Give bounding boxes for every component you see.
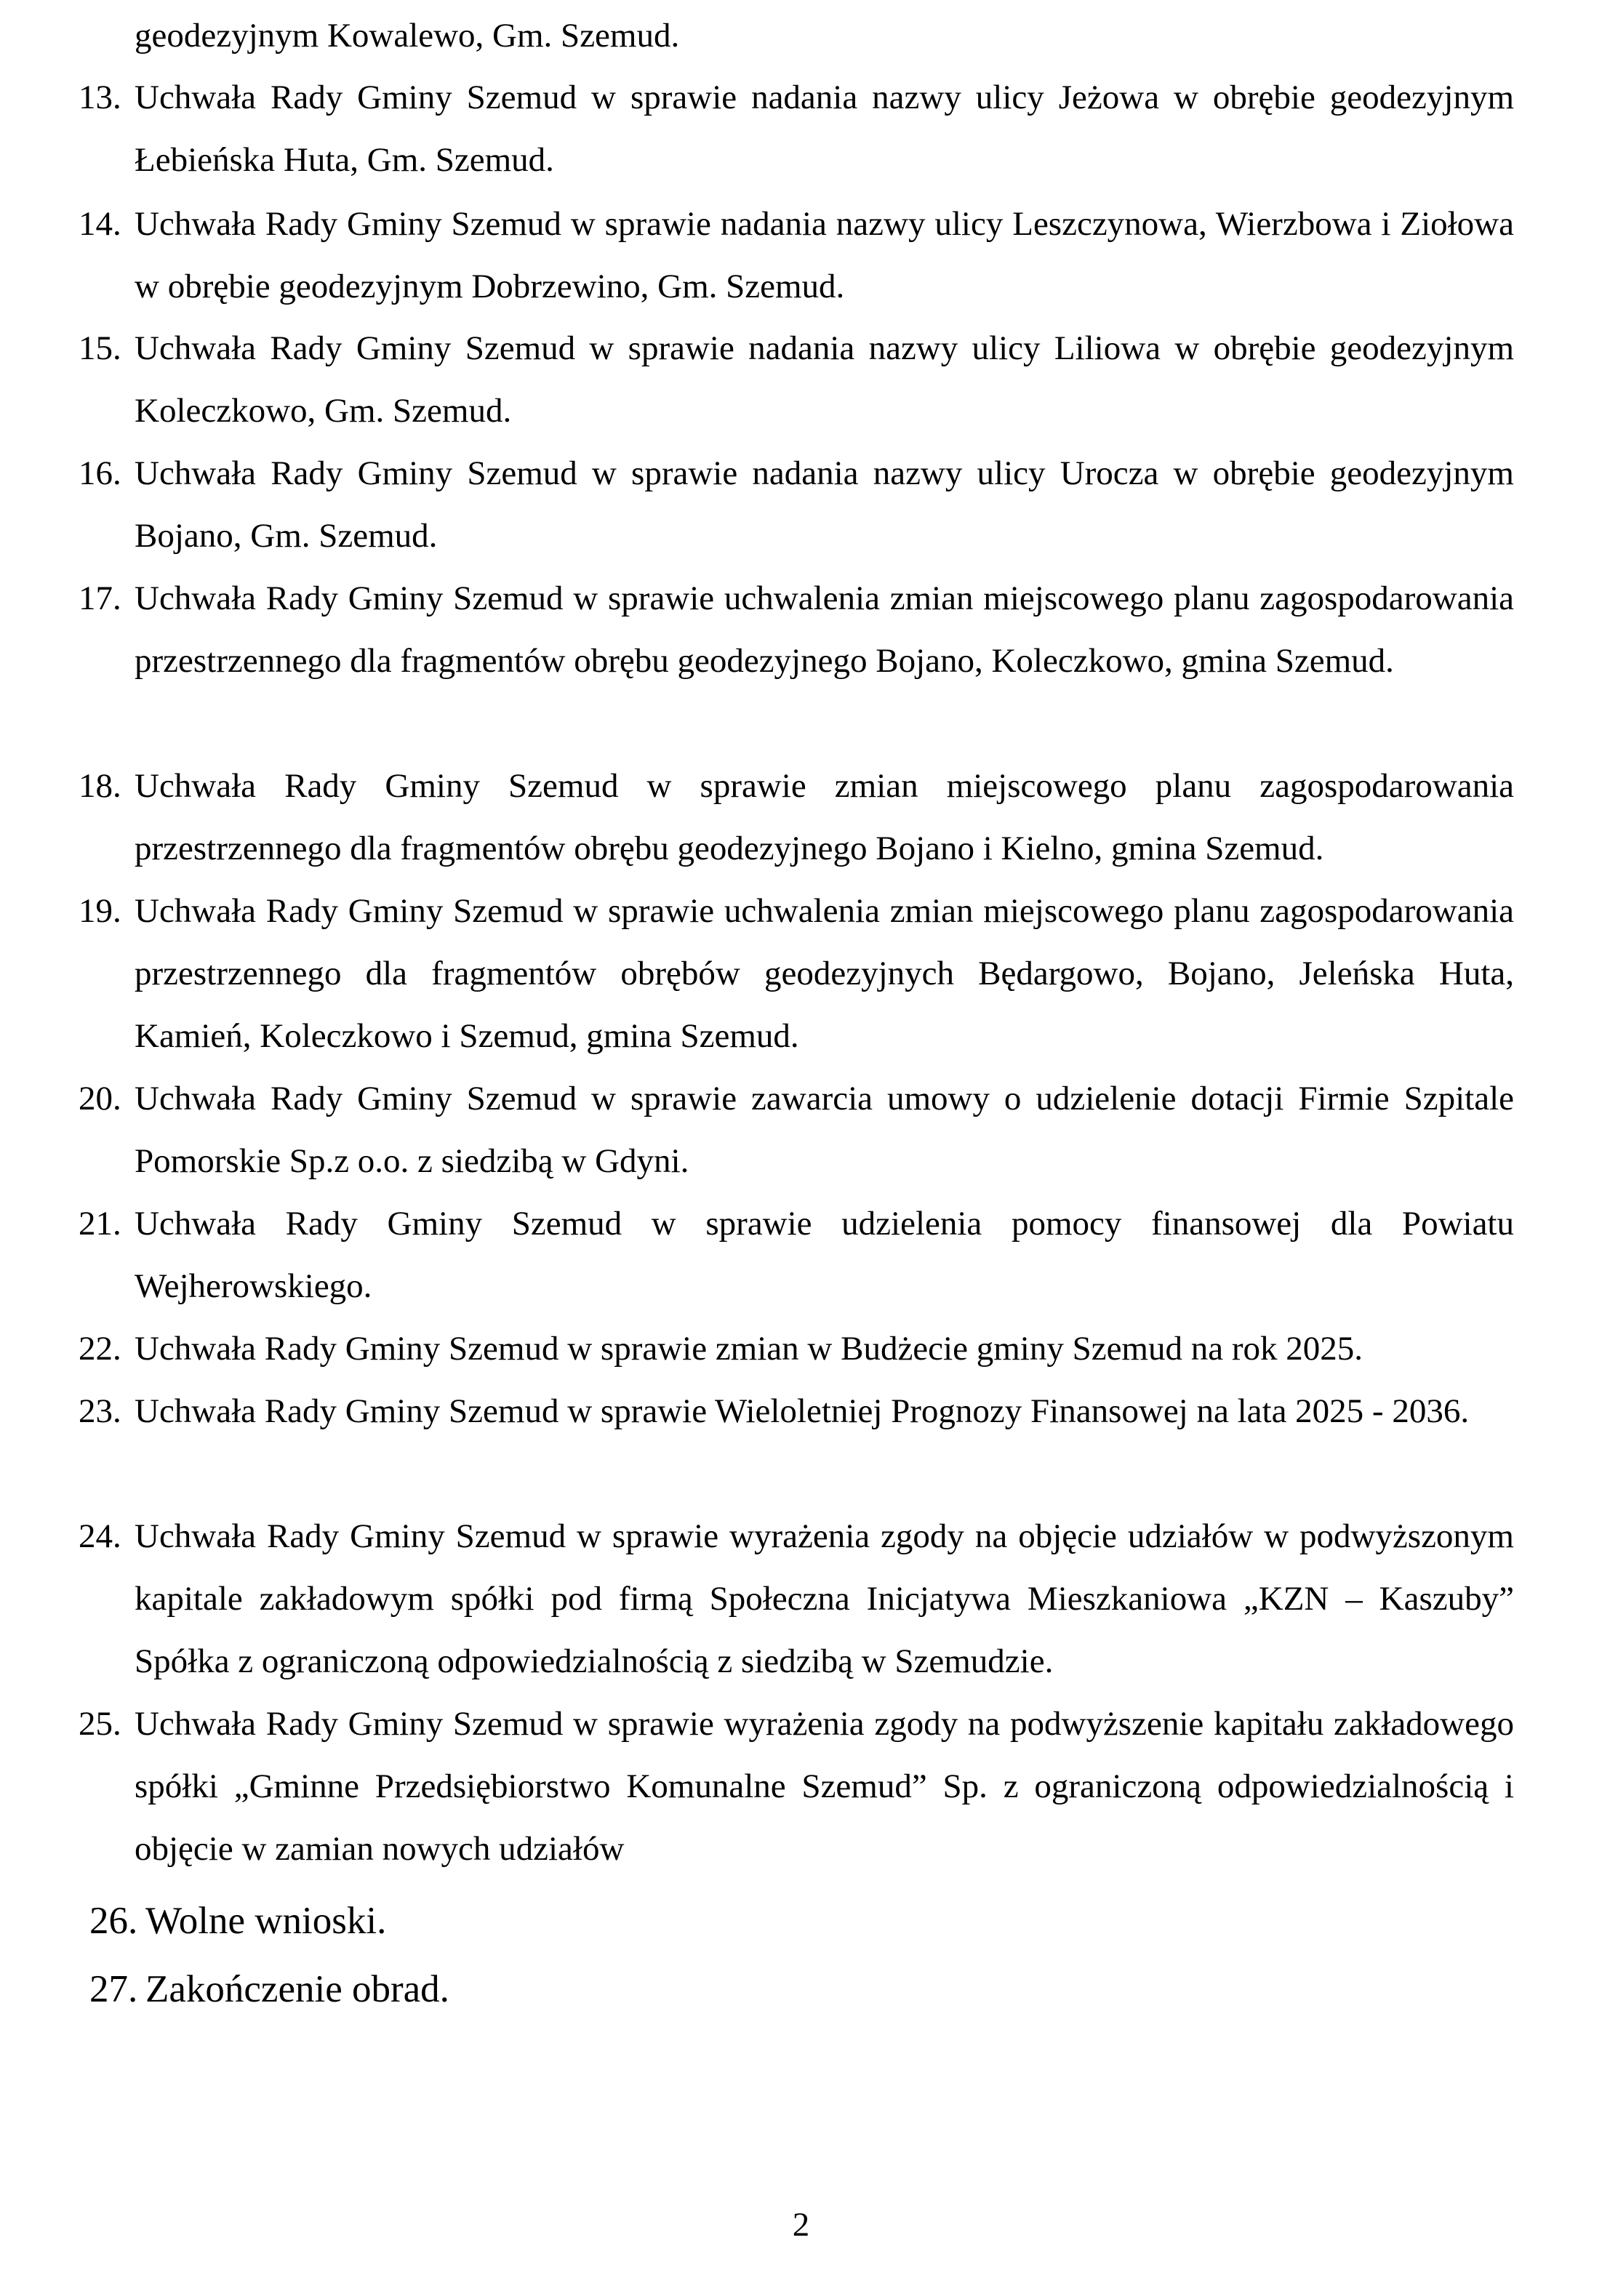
item-number: 13. bbox=[79, 79, 121, 116]
item-text: Uchwała Rady Gminy Szemud w sprawie wyrażenia zgody na podwyższenie kapitału zakładowego spółki „Gminne Przedsiębiorstwo Komunalne Szemud” Sp. z ograniczoną odpowiedzialnością i objęcie w zamian nowych udziałów bbox=[135, 1705, 1514, 1868]
item-text: Uchwała Rady Gminy Szemud w sprawie wyrażenia zgody na objęcie udziałów w podwyższonym kapitale zakładowym spółki pod firmą Społeczna Inicjatywa Mieszkaniowa „KZN – Kaszuby” Spółka z ograniczoną odpowiedzialnością z siedzibą w Szemudzie. bbox=[135, 1517, 1514, 1680]
page-number: 2 bbox=[792, 2206, 810, 2244]
item-number: 22. bbox=[79, 1330, 121, 1368]
item-text: Uchwała Rady Gminy Szemud w sprawie nadania nazwy ulicy Urocza w obrębie geodezyjnym Bojano, Gm. Szemud. bbox=[135, 454, 1514, 555]
item-text: Uchwała Rady Gminy Szemud w sprawie uchwalenia zmian miejscowego planu zagospodarowania przestrzennego dla fragmentów obrębu geodezyjnego Bojano, Koleczkowo, gmina Szemud. bbox=[135, 579, 1514, 680]
item-text: Uchwała Rady Gminy Szemud w sprawie zmian miejscowego planu zagospodarowania przestrzennego dla fragmentów obrębu geodezyjnego Bojano i Kielno, gmina Szemud. bbox=[135, 767, 1514, 867]
item-text: Uchwała Rady Gminy Szemud w sprawie Wieloletniej Prognozy Finansowej na lata 2025 - 2036. bbox=[135, 1392, 1470, 1430]
item-number: 17. bbox=[79, 579, 121, 617]
item-text: Uchwała Rady Gminy Szemud w sprawie nadania nazwy ulicy Jeżowa w obrębie geodezyjnym Łebieńska Huta, Gm. Szemud. bbox=[135, 79, 1514, 179]
continuation-text: geodezyjnym Kowalewo, Gm. Szemud. bbox=[135, 17, 680, 55]
item-number: 16. bbox=[79, 454, 121, 492]
item-number: 27. bbox=[89, 1968, 138, 2010]
item-text: Zakończenie obrad. bbox=[145, 1968, 449, 2010]
item-text: Uchwała Rady Gminy Szemud w sprawie udzielenia pomocy finansowej dla Powiatu Wejherowskiego. bbox=[135, 1205, 1514, 1305]
item-text: Uchwała Rady Gminy Szemud w sprawie zawarcia umowy o udzielenie dotacji Firmie Szpitale Pomorskie Sp.z o.o. z siedzibą w Gdyni. bbox=[135, 1080, 1514, 1180]
item-text: Uchwała Rady Gminy Szemud w sprawie uchwalenia zmian miejscowego planu zagospodarowania przestrzennego dla fragmentów obrębów geodezyjnych Będargowo, Bojano, Jeleńska Huta, Kamień, Koleczkowo i Szemud, gmina Szemud. bbox=[135, 892, 1514, 1055]
item-number: 21. bbox=[79, 1205, 121, 1243]
item-text: Uchwała Rady Gminy Szemud w sprawie nadania nazwy ulicy Leszczynowa, Wierzbowa i Ziołowa w obrębie geodezyjnym Dobrzewino, Gm. Szemud. bbox=[135, 205, 1514, 305]
item-text: Wolne wnioski. bbox=[145, 1900, 387, 1942]
item-number: 19. bbox=[79, 892, 121, 930]
item-number: 15. bbox=[79, 329, 121, 367]
item-number: 24. bbox=[79, 1517, 121, 1555]
item-text: Uchwała Rady Gminy Szemud w sprawie zmian w Budżecie gminy Szemud na rok 2025. bbox=[135, 1330, 1363, 1368]
item-number: 25. bbox=[79, 1705, 121, 1743]
item-number: 18. bbox=[79, 767, 121, 805]
item-text: Uchwała Rady Gminy Szemud w sprawie nadania nazwy ulicy Liliowa w obrębie geodezyjnym Koleczkowo, Gm. Szemud. bbox=[135, 329, 1514, 430]
item-number: 20. bbox=[79, 1080, 121, 1117]
item-number: 26. bbox=[89, 1900, 138, 1942]
item-number: 14. bbox=[79, 205, 121, 243]
item-number: 23. bbox=[79, 1392, 121, 1430]
